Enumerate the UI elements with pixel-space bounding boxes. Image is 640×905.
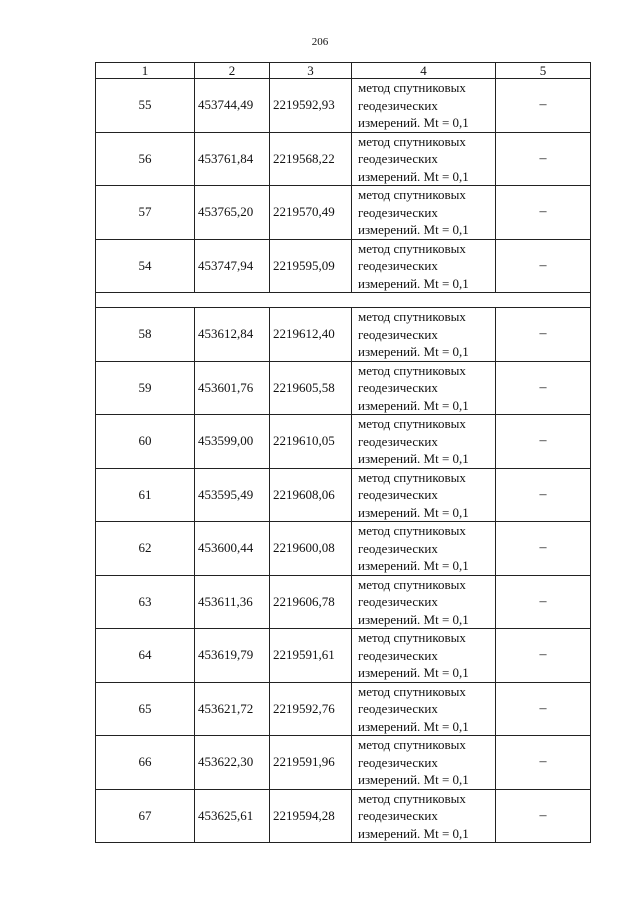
method-line: метод спутниковых	[358, 523, 466, 538]
method-line: геодезических	[358, 97, 438, 113]
method-line: измерений. Mt = 0,1	[358, 504, 469, 520]
table-row	[96, 629, 591, 683]
method-line: метод спутниковых	[358, 80, 466, 95]
method-line: метод спутниковых	[358, 187, 466, 202]
accuracy-cell: –	[496, 522, 591, 576]
method-line: метод спутниковых	[358, 240, 466, 256]
table-row	[96, 239, 591, 293]
y-coordinate-cell: 2219612,40	[270, 308, 352, 362]
y-coordinate-cell: 2219608,06	[270, 468, 352, 522]
accuracy-cell: –	[496, 239, 591, 293]
accuracy-cell: –	[496, 682, 591, 736]
method-line: геодезических	[358, 151, 438, 166]
header-col-3: 3	[270, 63, 352, 79]
point-number-cell: 62	[96, 522, 195, 576]
accuracy-cell: –	[496, 361, 591, 415]
accuracy-cell: –	[496, 132, 591, 186]
x-coordinate-cell: 453612,84	[195, 308, 270, 362]
method-cell	[352, 468, 496, 522]
point-number-cell: 63	[96, 575, 195, 629]
method-cell	[352, 629, 496, 683]
table-row	[96, 682, 591, 736]
header-col-4: 4	[352, 63, 496, 79]
accuracy-cell: –	[496, 415, 591, 469]
method-line: измерений. Mt = 0,1	[358, 772, 469, 787]
x-coordinate-cell: 453761,84	[195, 132, 270, 186]
method-line: измерений. Mt = 0,1	[358, 275, 469, 291]
point-number-cell: 54	[96, 239, 195, 293]
method-line: измерений. Mt = 0,1	[358, 611, 469, 627]
method-line: геодезических	[358, 487, 438, 502]
x-coordinate-cell: 453599,00	[195, 415, 270, 469]
method-line: геодезических	[358, 433, 438, 449]
table-row	[96, 468, 591, 522]
x-coordinate-cell: 453600,44	[195, 522, 270, 576]
header-col-1: 1	[96, 63, 195, 79]
method-cell	[352, 239, 496, 293]
y-coordinate-cell: 2219594,28	[270, 789, 352, 843]
accuracy-cell: –	[496, 468, 591, 522]
method-cell	[352, 415, 496, 469]
method-line: измерений. Mt = 0,1	[358, 115, 469, 130]
table-row	[96, 575, 591, 629]
x-coordinate-cell: 453595,49	[195, 468, 270, 522]
method-line: метод спутниковых	[358, 737, 466, 752]
method-line: геодезических	[358, 326, 438, 342]
method-line: измерений. Mt = 0,1	[358, 168, 469, 184]
group-separator-cell	[96, 293, 591, 308]
point-number-cell: 65	[96, 682, 195, 736]
x-coordinate-cell: 453622,30	[195, 736, 270, 790]
method-line: измерений. Mt = 0,1	[358, 665, 469, 680]
y-coordinate-cell: 2219606,78	[270, 575, 352, 629]
method-cell	[352, 736, 496, 790]
header-row	[96, 63, 591, 79]
method-cell	[352, 79, 496, 133]
method-line: измерений. Mt = 0,1	[358, 397, 469, 413]
group-separator-row	[96, 293, 591, 308]
method-line: метод спутниковых	[358, 469, 466, 485]
x-coordinate-cell: 453744,49	[195, 79, 270, 133]
accuracy-cell: –	[496, 629, 591, 683]
method-cell	[352, 186, 496, 240]
x-coordinate-cell: 453611,36	[195, 575, 270, 629]
point-number-cell: 61	[96, 468, 195, 522]
point-number-cell: 59	[96, 361, 195, 415]
table-row	[96, 308, 591, 362]
point-number-cell: 57	[96, 186, 195, 240]
method-line: метод спутниковых	[358, 133, 466, 149]
accuracy-cell: –	[496, 575, 591, 629]
table-row	[96, 361, 591, 415]
method-line: измерений. Mt = 0,1	[358, 718, 469, 734]
table-row	[96, 736, 591, 790]
table-row	[96, 132, 591, 186]
x-coordinate-cell: 453601,76	[195, 361, 270, 415]
method-cell	[352, 361, 496, 415]
point-number-cell: 60	[96, 415, 195, 469]
x-coordinate-cell: 453619,79	[195, 629, 270, 683]
accuracy-cell: –	[496, 308, 591, 362]
method-line: геодезических	[358, 540, 438, 556]
method-line: измерений. Mt = 0,1	[358, 222, 469, 237]
accuracy-cell: –	[496, 79, 591, 133]
method-line: геодезических	[358, 754, 438, 770]
y-coordinate-cell: 2219605,58	[270, 361, 352, 415]
x-coordinate-cell: 453625,61	[195, 789, 270, 843]
method-line: измерений. Mt = 0,1	[358, 558, 469, 573]
x-coordinate-cell: 453747,94	[195, 239, 270, 293]
header-col-5: 5	[496, 63, 591, 79]
method-line: измерений. Mt = 0,1	[358, 825, 469, 841]
point-number-cell: 55	[96, 79, 195, 133]
y-coordinate-cell: 2219600,08	[270, 522, 352, 576]
y-coordinate-cell: 2219568,22	[270, 132, 352, 186]
table-row	[96, 522, 591, 576]
table-row	[96, 415, 591, 469]
method-line: геодезических	[358, 647, 438, 663]
table-row	[96, 186, 591, 240]
y-coordinate-cell: 2219591,61	[270, 629, 352, 683]
page-number: 206	[311, 36, 329, 48]
method-line: геодезических	[358, 594, 438, 609]
method-cell	[352, 789, 496, 843]
method-cell	[352, 132, 496, 186]
y-coordinate-cell: 2219592,93	[270, 79, 352, 133]
method-cell	[352, 575, 496, 629]
method-cell	[352, 308, 496, 362]
method-cell	[352, 522, 496, 576]
y-coordinate-cell: 2219591,96	[270, 736, 352, 790]
point-number-cell: 67	[96, 789, 195, 843]
method-line: метод спутниковых	[358, 362, 466, 378]
method-line: метод спутниковых	[358, 576, 466, 592]
point-number-cell: 64	[96, 629, 195, 683]
point-number-cell: 66	[96, 736, 195, 790]
accuracy-cell: –	[496, 736, 591, 790]
method-line: метод спутниковых	[358, 309, 466, 324]
table-row	[96, 789, 591, 843]
y-coordinate-cell: 2219610,05	[270, 415, 352, 469]
method-cell	[352, 682, 496, 736]
method-line: метод спутниковых	[358, 630, 466, 645]
y-coordinate-cell: 2219595,09	[270, 239, 352, 293]
x-coordinate-cell: 453621,72	[195, 682, 270, 736]
method-line: геодезических	[358, 258, 438, 273]
method-line: геодезических	[358, 380, 438, 395]
method-line: измерений. Mt = 0,1	[358, 451, 469, 466]
method-line: измерений. Mt = 0,1	[358, 344, 469, 359]
y-coordinate-cell: 2219570,49	[270, 186, 352, 240]
table-body	[96, 79, 591, 843]
accuracy-cell: –	[496, 789, 591, 843]
method-line: метод спутниковых	[358, 683, 466, 699]
method-line: геодезических	[358, 701, 438, 716]
x-coordinate-cell: 453765,20	[195, 186, 270, 240]
header-col-2: 2	[195, 63, 270, 79]
method-line: метод спутниковых	[358, 416, 466, 431]
method-line: метод спутниковых	[358, 790, 466, 806]
accuracy-cell: –	[496, 186, 591, 240]
method-line: геодезических	[358, 808, 438, 823]
coordinates-table	[95, 62, 591, 843]
point-number-cell: 58	[96, 308, 195, 362]
method-line: геодезических	[358, 204, 438, 220]
table-row	[96, 79, 591, 133]
point-number-cell: 56	[96, 132, 195, 186]
y-coordinate-cell: 2219592,76	[270, 682, 352, 736]
